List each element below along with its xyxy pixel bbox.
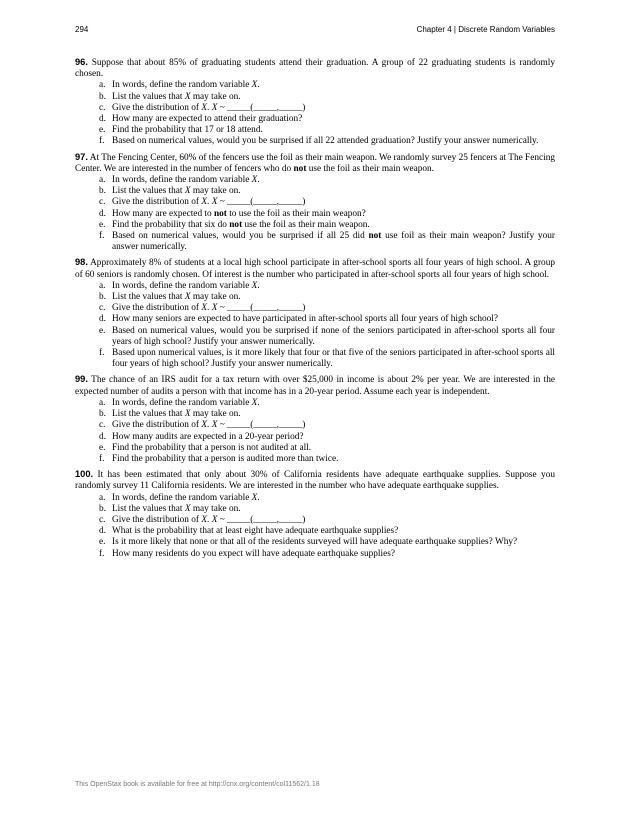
subpart-letter: a.	[99, 492, 106, 503]
text-run: .	[257, 175, 260, 186]
subpart-letter: c.	[99, 420, 106, 431]
variable-text: X	[211, 420, 218, 431]
subpart-letter: a.	[99, 280, 106, 291]
text-run: .	[207, 303, 212, 314]
chapter-title: Chapter 4 | Discrete Random Variables	[416, 25, 555, 34]
variable-text: X	[251, 397, 258, 408]
text-run: At The Fencing Center, 60% of the fencers use the foil as their main weapon. We randomly survey 25 fencers at The Fencing Center. We are interested in the number of fencers who do	[75, 152, 556, 174]
subpart-letter: b.	[99, 292, 106, 303]
problem-intro: Approximately 8% of students at a local high school participate in after-school sports all four years of high school. A group of 60 seniors is randomly chosen. Of interest is the number who participated in after-school sports all four years of high school.	[75, 258, 555, 280]
problem-number: 100.	[75, 469, 94, 480]
text-run: use foil as their main weapon? Justify your answer numerically.	[112, 231, 555, 253]
variable-text: X	[211, 102, 218, 113]
text-run: .	[207, 102, 212, 113]
subpart-item	[75, 398, 555, 409]
subpart-item	[75, 303, 555, 314]
subpart-letter: c.	[99, 514, 106, 525]
problem-intro: Suppose that about 85% of graduating students attend their graduation. A group of 22 graduating students is randomly chosen.	[75, 58, 555, 80]
variable-text: X	[201, 197, 208, 208]
variable-text: X	[184, 91, 191, 102]
text-run: What is the probability that at least eight have adequate earthquake supplies?	[112, 526, 399, 537]
problem-subparts	[75, 175, 555, 253]
text-run: ~ _____(_____,_____)	[217, 514, 306, 525]
text-run: Is it more likely that none or that all of the residents surveyed will have adequate earthquake supplies? Why?	[112, 537, 518, 548]
subpart-item	[75, 136, 555, 147]
text-run: .	[207, 197, 212, 208]
problem-subparts	[75, 493, 555, 560]
subpart-item	[75, 197, 555, 208]
problem-number: 99.	[75, 374, 88, 385]
variable-text: X	[211, 514, 218, 525]
text-run: Find the probability that a person is audited more than twice.	[112, 453, 339, 464]
exercise-problem	[75, 469, 555, 560]
text-run: Find the probability that six do	[112, 219, 230, 230]
subpart-letter: f.	[99, 548, 105, 559]
variable-text: X	[251, 175, 258, 186]
text-run: List the values that	[112, 409, 185, 420]
subpart-letter: e.	[99, 442, 106, 453]
subpart-letter: e.	[99, 325, 106, 336]
variable-text: X	[201, 102, 208, 113]
subpart-item	[75, 348, 555, 370]
subpart-item	[75, 443, 555, 454]
problem-subparts	[75, 281, 555, 371]
text-run: .	[257, 280, 260, 291]
text-run: In words, define the random variable	[112, 492, 252, 503]
subpart-letter: e.	[99, 219, 106, 230]
text-run: In words, define the random variable	[112, 80, 252, 91]
subpart-letter: e.	[99, 125, 106, 136]
text-run: Based on numerical values, would you be surprised if none of the seniors participated in after-school sports all four years of high school? Justify your answer numerically.	[112, 325, 555, 347]
subpart-item	[75, 92, 555, 103]
exercise-problem	[75, 257, 555, 370]
text-run: List the values that	[112, 91, 185, 102]
problem-subparts	[75, 80, 555, 147]
subpart-letter: b.	[99, 503, 106, 514]
variable-text: X	[201, 514, 208, 525]
text-run: In words, define the random variable	[112, 280, 252, 291]
variable-text: X	[184, 409, 191, 420]
problem-statement	[75, 152, 555, 175]
variable-text: X	[251, 280, 258, 291]
subpart-item	[75, 504, 555, 515]
subpart-item	[75, 537, 555, 548]
subpart-letter: b.	[99, 186, 106, 197]
variable-text: X	[211, 197, 218, 208]
text-run: ~ _____(_____,_____)	[217, 420, 306, 431]
subpart-letter: d.	[99, 314, 106, 325]
text-run: List the values that	[112, 503, 185, 514]
text-run: ~ _____(_____,_____)	[217, 102, 306, 113]
text-run: ~ _____(_____,_____)	[217, 303, 306, 314]
text-run: Give the distribution of	[112, 197, 202, 208]
subpart-item	[75, 515, 555, 526]
subpart-item	[75, 103, 555, 114]
subpart-letter: c.	[99, 102, 106, 113]
emphasis-text: not	[229, 219, 243, 230]
text-run: .	[257, 492, 260, 503]
subpart-item	[75, 114, 555, 125]
text-run: In words, define the random variable	[112, 175, 252, 186]
subpart-item	[75, 493, 555, 504]
text-run: Find the probability that 17 or 18 attend.	[112, 125, 263, 136]
text-run: .	[257, 80, 260, 91]
subpart-letter: d.	[99, 526, 106, 537]
subpart-item	[75, 231, 555, 253]
exercise-problem	[75, 152, 555, 254]
variable-text: X	[184, 503, 191, 514]
subpart-item	[75, 125, 555, 136]
problem-intro: It has been estimated that only about 30% of California residents have adequate earthquake supplies. Suppose you randomly survey 11 California residents. We are interested in the number who have adequate earthquake supplies.	[75, 470, 555, 492]
text-run: List the values that	[112, 292, 185, 303]
subpart-letter: f.	[99, 231, 105, 242]
subpart-letter: a.	[99, 175, 106, 186]
text-run: Give the distribution of	[112, 420, 202, 431]
text-run: How many seniors are expected to have participated in after-school sports all four years of high school?	[112, 314, 499, 325]
subpart-item	[75, 80, 555, 91]
exercise-problem	[75, 57, 555, 148]
subpart-letter: c.	[99, 197, 106, 208]
problem-statement	[75, 57, 555, 80]
problem-number: 98.	[75, 257, 88, 268]
emphasis-text: not	[213, 208, 227, 219]
subpart-item	[75, 454, 555, 465]
subpart-letter: d.	[99, 431, 106, 442]
subpart-letter: d.	[99, 114, 106, 125]
subpart-letter: c.	[99, 303, 106, 314]
text-run: In words, define the random variable	[112, 397, 252, 408]
subpart-item	[75, 314, 555, 325]
variable-text: X	[251, 80, 258, 91]
variable-text: X	[251, 492, 258, 503]
subpart-item	[75, 281, 555, 292]
subpart-letter: a.	[99, 397, 106, 408]
problem-number: 96.	[75, 57, 88, 67]
problem-statement	[75, 257, 555, 280]
subpart-item	[75, 209, 555, 220]
subpart-item	[75, 186, 555, 197]
page-footer: This OpenStax book is available for free at http://cnx.org/content/col11562/1.18	[75, 781, 320, 788]
page-header	[75, 25, 555, 37]
subpart-item	[75, 420, 555, 431]
subpart-letter: f.	[99, 136, 105, 147]
text-run: may take on.	[190, 292, 241, 303]
variable-text: X	[201, 420, 208, 431]
subpart-letter: a.	[99, 80, 106, 91]
subpart-letter: f.	[99, 453, 105, 464]
text-run: .	[207, 420, 212, 431]
text-run: Based upon numerical values, is it more likely that four or that five of the seniors participated in after-school sports all four years of high school? Justify your answer numerically.	[112, 348, 555, 370]
text-run: Find the probability that a person is not audited at all.	[112, 442, 312, 453]
text-run: List the values that	[112, 186, 185, 197]
problem-statement	[75, 469, 555, 492]
text-run: How many audits are expected in a 20-year period?	[112, 431, 304, 442]
text-run: How many are expected to attend their graduation?	[112, 114, 303, 125]
problem-intro: The chance of an IRS audit for a tax return with over $25,000 in income is about 2% per year. We are interested in the expected number of audits a person with that income has in a 20-year period. Assume each year is independent.	[75, 375, 555, 397]
variable-text: X	[211, 303, 218, 314]
subpart-item	[75, 432, 555, 443]
text-run: may take on.	[190, 186, 241, 197]
text-run: Give the distribution of	[112, 303, 202, 314]
text-run: use the foil as their main weapon.	[306, 163, 434, 174]
text-run: .	[257, 397, 260, 408]
text-run: .	[207, 514, 212, 525]
subpart-item	[75, 326, 555, 348]
text-run: may take on.	[190, 409, 241, 420]
subpart-letter: e.	[99, 537, 106, 548]
exercise-problem	[75, 374, 555, 465]
text-run: to use the foil as their main weapon?	[226, 208, 366, 219]
subpart-letter: f.	[99, 348, 105, 359]
emphasis-text: not	[293, 163, 307, 174]
text-run: Based on numerical values, would you be surprised if all 22 attended graduation? Justify your answer numerically.	[112, 136, 539, 147]
variable-text: X	[201, 303, 208, 314]
emphasis-text: not	[368, 231, 382, 242]
subpart-letter: d.	[99, 208, 106, 219]
page-number: 294	[75, 25, 89, 34]
text-run: How many residents do you expect will have adequate earthquake supplies?	[112, 548, 395, 559]
text-run: ~ _____(_____,_____)	[217, 197, 306, 208]
text-run: Based on numerical values, would you be surprised if all 25 did	[112, 231, 369, 242]
subpart-item	[75, 549, 555, 560]
problem-statement	[75, 374, 555, 397]
problem-subparts	[75, 398, 555, 465]
subpart-item	[75, 175, 555, 186]
variable-text: X	[184, 292, 191, 303]
subpart-item	[75, 526, 555, 537]
subpart-letter: b.	[99, 91, 106, 102]
text-run: Give the distribution of	[112, 514, 202, 525]
text-run: use the foil as their main weapon.	[242, 219, 370, 230]
variable-text: X	[184, 186, 191, 197]
text-run: How many are expected to	[112, 208, 214, 219]
text-run: may take on.	[190, 503, 241, 514]
text-run: Give the distribution of	[112, 102, 202, 113]
text-run: may take on.	[190, 91, 241, 102]
problem-number: 97.	[75, 151, 88, 162]
subpart-letter: b.	[99, 409, 106, 420]
subpart-item	[75, 220, 555, 231]
subpart-item	[75, 409, 555, 420]
exercise-list	[75, 57, 555, 564]
subpart-item	[75, 292, 555, 303]
